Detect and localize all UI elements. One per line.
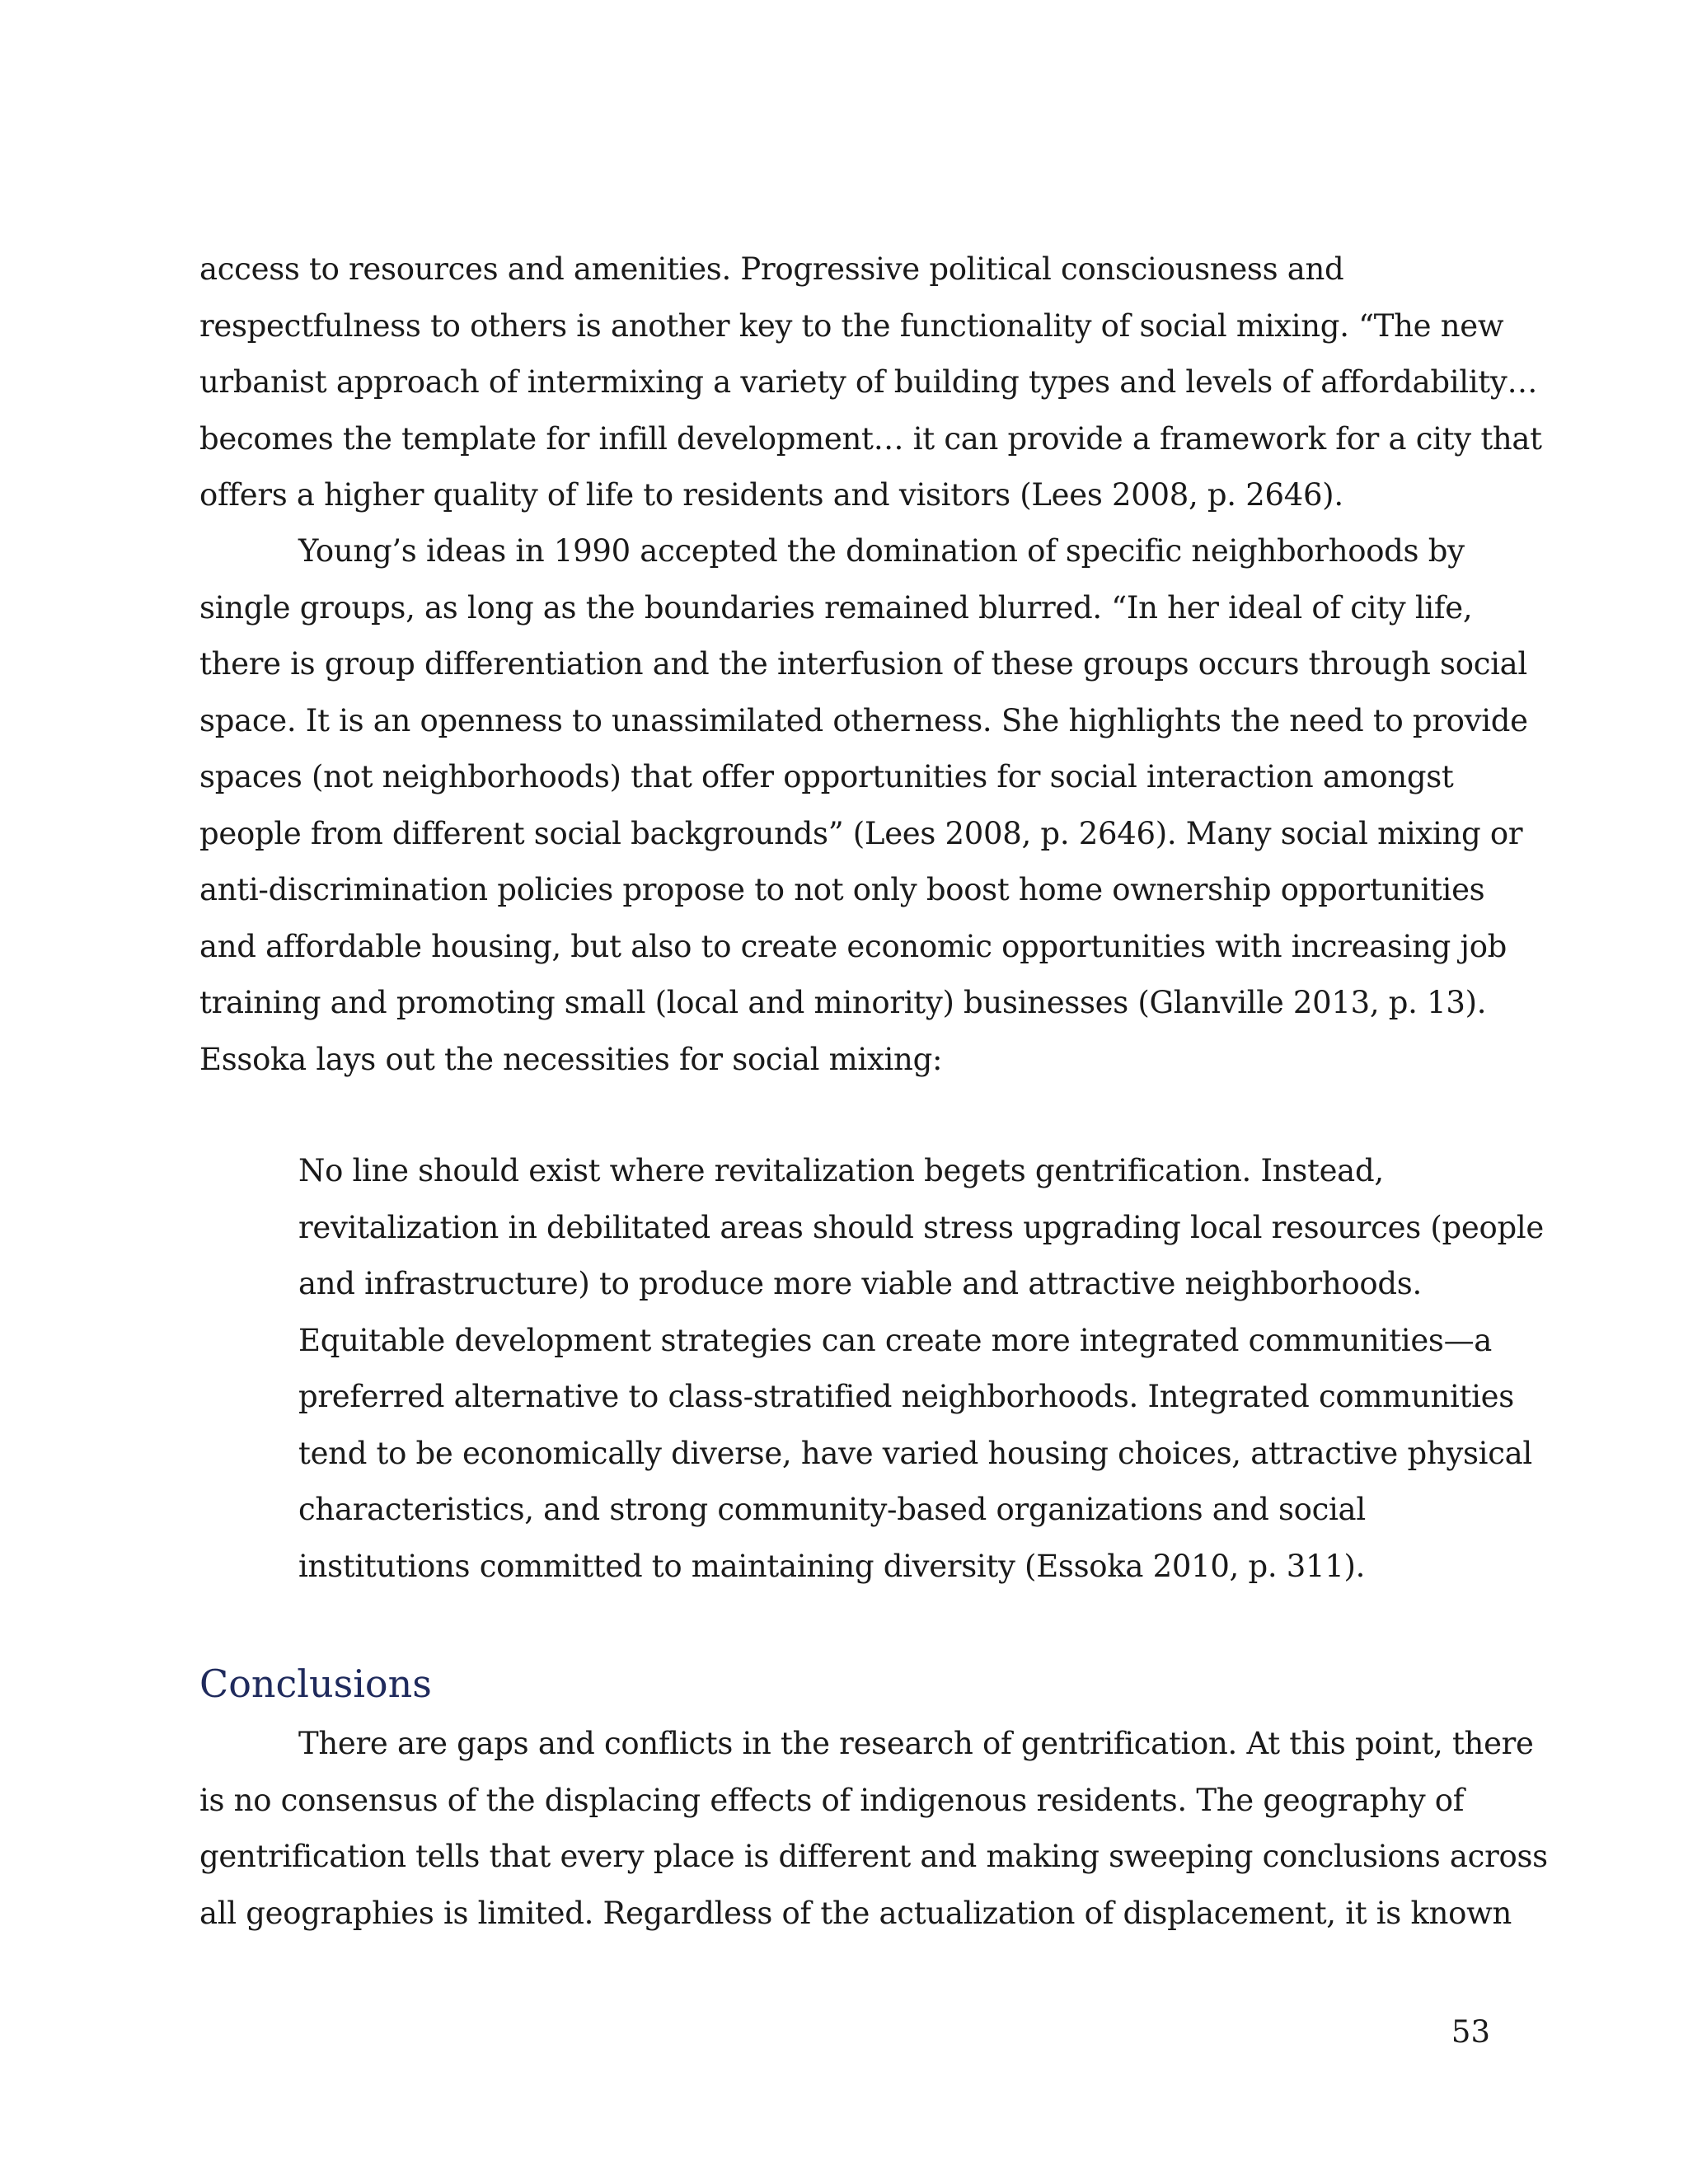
- text-line: training and promoting small (local and minority) businesses (Glanville 2013, p. 13).: [199, 985, 1487, 1020]
- quote-line: characteristics, and strong community-based organizations and social: [298, 1492, 1366, 1527]
- text-line: all geographies is limited. Regardless of the actualization of displacement, it is known: [199, 1895, 1512, 1931]
- text-line: and affordable housing, but also to create economic opportunities with increasing job: [199, 928, 1507, 964]
- text-line: Essoka lays out the necessities for social mixing:: [199, 1041, 943, 1077]
- text-line: access to resources and amenities. Progressive political consciousness and: [199, 251, 1344, 287]
- paragraph-young-ideas: [199, 523, 1528, 1088]
- text-line: There are gaps and conflicts in the research of gentrification. At this point, there: [298, 1726, 1534, 1761]
- quote-line: No line should exist where revitalization begets gentrification. Instead,: [298, 1153, 1384, 1188]
- text-line: respectfulness to others is another key to the functionality of social mixing. “The new: [199, 307, 1504, 344]
- text-line: people from different social backgrounds” (Lees 2008, p. 2646). Many social mixing or: [199, 815, 1523, 851]
- quote-line: tend to be economically diverse, have varied housing choices, attractive physical: [298, 1435, 1532, 1471]
- text-line: space. It is an openness to unassimilated otherness. She highlights the need to provide: [199, 702, 1528, 738]
- quote-line: institutions committed to maintaining diversity (Essoka 2010, p. 311).: [298, 1548, 1366, 1584]
- text-line: Young’s ideas in 1990 accepted the domination of specific neighborhoods by: [298, 533, 1465, 569]
- paragraph-social-mixing-intro: [199, 241, 1542, 524]
- quote-line: Equitable development strategies can create more integrated communities—a: [298, 1322, 1493, 1358]
- text-line: is no consensus of the displacing effects of indigenous residents. The geography of: [199, 1782, 1465, 1818]
- section-heading-conclusions: Conclusions: [199, 1661, 432, 1706]
- text-line: there is group differentiation and the interfusion of these groups occurs through social: [199, 646, 1527, 682]
- text-line: spaces (not neighborhoods) that offer opportunities for social interaction amongst: [199, 759, 1454, 794]
- text-line: becomes the template for infill development… it can provide a framework for a city that: [199, 420, 1542, 457]
- block-quote-essoka: [298, 1143, 1544, 1595]
- paragraph-conclusions: [199, 1716, 1548, 1942]
- text-line: gentrification tells that every place is different and making sweeping conclusions across: [199, 1839, 1548, 1874]
- quote-line: and infrastructure) to produce more viable and attractive neighborhoods.: [298, 1266, 1422, 1301]
- quote-line: preferred alternative to class-stratified neighborhoods. Integrated communities: [298, 1379, 1514, 1414]
- text-line: urbanist approach of intermixing a variety of building types and levels of affordability…: [199, 364, 1538, 400]
- text-line: anti-discrimination policies propose to not only boost home ownership opportunities: [199, 872, 1485, 907]
- page-number: 53: [1451, 2014, 1490, 2050]
- text-line: offers a higher quality of life to residents and visitors (Lees 2008, p. 2646).: [199, 477, 1343, 513]
- text-line: single groups, as long as the boundaries remained blurred. “In her ideal of city life,: [199, 589, 1473, 626]
- quote-line: revitalization in debilitated areas should stress upgrading local resources (people: [298, 1209, 1544, 1245]
